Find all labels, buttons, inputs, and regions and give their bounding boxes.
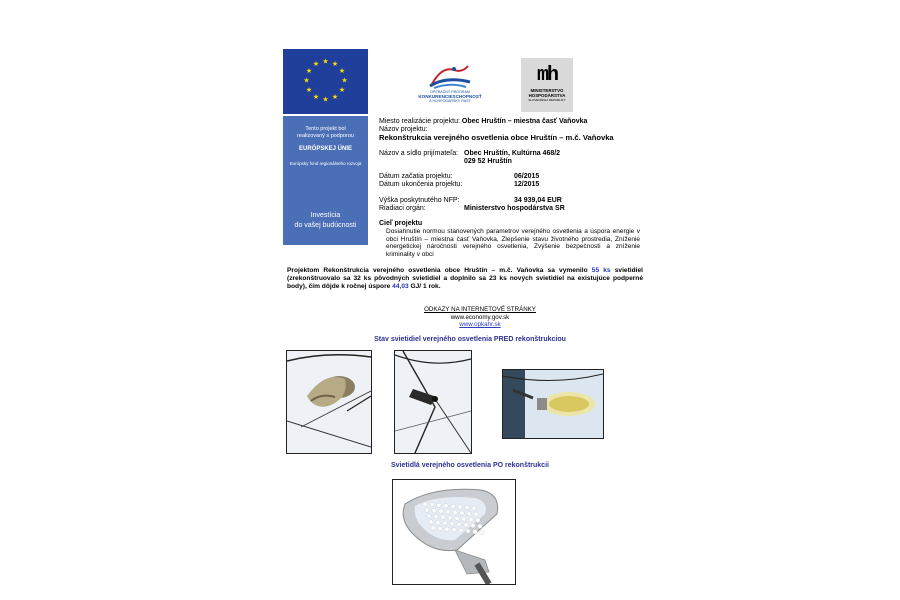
eu-star-icon: ★ xyxy=(338,86,346,94)
led-icon xyxy=(476,518,480,522)
nfp-label: Výška poskytnutého NFP: xyxy=(379,197,460,204)
links-heading: ODKAZY NA INTERNETOVÉ STRÁNKY xyxy=(424,306,536,313)
led-icon xyxy=(464,523,468,527)
eu-star-icon: ★ xyxy=(312,92,320,101)
eu-star-icon: ★ xyxy=(305,67,313,75)
eu-banner-union: EURÓPSKEJ ÚNIE xyxy=(298,146,352,152)
photo-new-lamp xyxy=(392,479,516,585)
led-icon xyxy=(446,510,450,514)
led-icon xyxy=(474,512,478,516)
mh-logo-line3: SLOVENSKEJ REPUBLIKY xyxy=(528,98,566,102)
section-after-title: Svietidlá verejného osvetlenia PO rekonštrukcii xyxy=(391,462,549,469)
opk-logo xyxy=(410,60,490,112)
led-icon xyxy=(438,526,442,530)
opk-wave-icon xyxy=(410,60,490,90)
led-icon xyxy=(462,517,466,521)
led-icon xyxy=(480,530,484,534)
summary-count: 55 ks xyxy=(591,267,611,274)
led-icon xyxy=(436,520,440,524)
summary-part3: GJ/ 1 rok. xyxy=(408,282,441,290)
led-icon xyxy=(434,514,438,518)
led-icon xyxy=(458,505,462,509)
led-icon xyxy=(432,508,436,512)
led-icon xyxy=(453,510,457,514)
eu-banner-invest2: do vašej budúcnosti xyxy=(294,222,357,229)
summary-text xyxy=(287,267,643,290)
link-opkahr[interactable]: www.opkahr.sk xyxy=(459,321,501,329)
led-icon xyxy=(430,502,434,506)
summary-saving: 44,03 xyxy=(392,282,409,290)
led-icon xyxy=(451,504,455,508)
led-icon xyxy=(443,521,447,525)
eu-star-icon: ★ xyxy=(322,95,329,104)
end-date-label: Dátum ukončenia projektu: xyxy=(379,181,463,188)
opk-logo-line1: OPERAČNÝ PROGRAM xyxy=(430,90,470,94)
summary-part1: Projektom Rekonštrukcia verejného osvetlenia obce Hruštín – m.č. Vaňovka sa vymenilo xyxy=(287,267,592,274)
led-icon xyxy=(441,515,445,519)
eu-star-icon: ★ xyxy=(331,60,339,69)
led-icon xyxy=(459,528,463,532)
goal-text: Dosiahnutie normou stanovených parametrov verejného osvetlenia a úspora energie v obci Hruštín – miestna časť Vaňovka, Zlepšenie stavu životného prostredia, Zníženie energetickej náročnosti verejného osvetlenia, Zvýšenie bezpečnosti a zníženie kriminality v obci xyxy=(386,228,640,258)
eu-star-icon: ★ xyxy=(338,67,346,75)
led-icon xyxy=(439,509,443,513)
location-value: Obec Hruštín – miestna časť Vaňovka xyxy=(461,118,588,125)
eu-star-icon: ★ xyxy=(312,60,320,69)
led-icon xyxy=(455,516,459,520)
eu-star-icon: ★ xyxy=(341,76,348,85)
start-date-label: Dátum začatia projektu: xyxy=(379,173,453,180)
led-icon xyxy=(425,508,429,512)
led-icon xyxy=(423,502,427,506)
led-icon xyxy=(457,522,461,526)
led-icon xyxy=(427,514,431,518)
led-icon xyxy=(452,528,456,532)
recipient-label: Názov a sídlo prijímateľa: xyxy=(379,150,459,157)
photo-old-lamp-2 xyxy=(394,350,472,454)
project-name-value: Rekonštrukcia verejného osvetlenia obce Hruštín – m.č. Vaňovka xyxy=(379,133,614,142)
location-label: Miesto realizácie projektu: xyxy=(379,118,460,125)
led-icon xyxy=(444,504,448,508)
led-icon xyxy=(460,511,464,515)
start-date-value: 06/2015 xyxy=(514,173,540,180)
eu-banner-line1: Tento projekt bol xyxy=(305,126,346,132)
led-icon xyxy=(473,529,477,533)
led-icon xyxy=(431,526,435,530)
recipient-line1: Obec Hruštín, Kultúrna 468/2 xyxy=(464,150,561,157)
photo-old-lamp-1 xyxy=(286,350,372,454)
led-icon xyxy=(445,527,449,531)
links-block xyxy=(380,306,580,329)
opk-logo-line2: KONKURENCIESCHOPNOSŤ xyxy=(418,93,482,99)
eu-banner-fund: Európsky fond regionálneho rozvoja xyxy=(289,161,362,166)
led-icon xyxy=(467,511,471,515)
mh-logo-line1: MINISTERSTVO xyxy=(530,88,564,93)
eu-star-icon: ★ xyxy=(322,57,329,66)
led-icon xyxy=(469,517,473,521)
led-icon xyxy=(429,520,433,524)
mh-logo-mark: mh xyxy=(536,64,557,87)
mh-logo-line2: HOSPODÁRSTVA xyxy=(528,93,566,98)
recipient-line2: 029 52 Hruštín xyxy=(464,158,512,165)
project-name-label: Názov projektu: xyxy=(379,126,428,133)
end-date-value: 12/2015 xyxy=(514,181,540,188)
authority-label: Riadiaci orgán: xyxy=(379,205,426,212)
eu-banner-line2: realizovaný s podporou xyxy=(297,133,354,139)
link-economy[interactable]: www.economy.gov.sk xyxy=(450,313,510,321)
led-icon xyxy=(448,516,452,520)
led-icon xyxy=(450,522,454,526)
eu-banner-invest1: Investícia xyxy=(310,212,341,219)
led-icon xyxy=(478,524,482,528)
goal-label: Cieľ projektu xyxy=(379,220,423,227)
section-before-title: Stav svietidiel verejného osvetlenia PRED rekonštrukciou xyxy=(374,336,566,343)
led-icon xyxy=(465,505,469,509)
mh-logo xyxy=(521,58,573,112)
eu-star-icon: ★ xyxy=(303,76,310,85)
eu-star-icon: ★ xyxy=(331,92,339,101)
opk-logo-line3: A HOSPODÁRSKY RAST xyxy=(429,99,471,104)
eu-star-icon: ★ xyxy=(305,86,313,94)
eu-flag-icon xyxy=(283,49,368,116)
nfp-value: 34 939,04 EUR xyxy=(514,197,562,204)
authority-value: Ministerstvo hospodárstva SR xyxy=(464,205,565,212)
led-icon xyxy=(466,529,470,533)
led-icon xyxy=(471,523,475,527)
summary-part2: svietidiel (zrekonštruovalo sa 32 ks pôvodných svietidiel a doplnilo sa 23 ks nových svietidiel na existujúce podperné body), čím dôjde k ročnej úspore xyxy=(287,267,643,290)
photo-old-lamp-3 xyxy=(502,369,604,439)
led-icon xyxy=(472,506,476,510)
led-icon xyxy=(437,503,441,507)
